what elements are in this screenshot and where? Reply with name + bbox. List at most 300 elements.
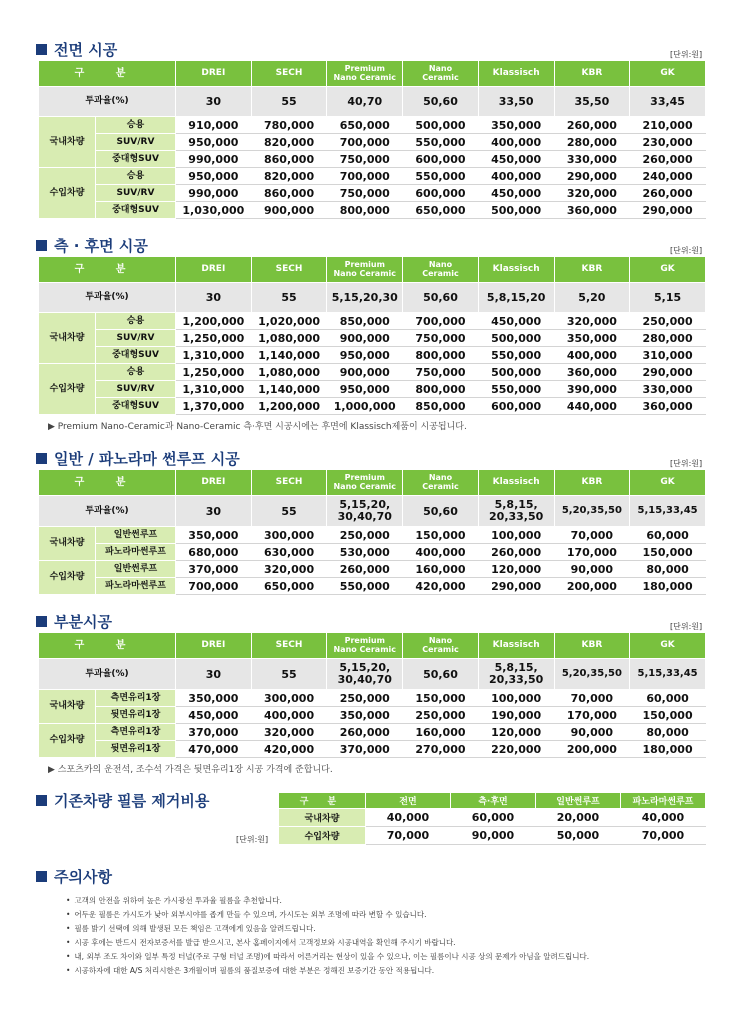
price-cell: 700,000	[327, 134, 403, 151]
price-cell: 350,000	[554, 330, 630, 347]
section-title-removal	[36, 790, 209, 811]
price-cell: 680,000	[176, 544, 252, 561]
transmittance-cell: 55	[251, 87, 327, 117]
price-cell: 290,000	[630, 202, 706, 219]
price-cell: 750,000	[327, 151, 403, 168]
list-item: • 필름 밝기 선택에 의해 발생된 모든 책임은 고객에게 있음을 알려드립니다.	[66, 922, 589, 936]
price-cell: 1,140,000	[251, 347, 327, 364]
price-cell: 210,000	[630, 117, 706, 134]
header-kbr: KBR	[554, 257, 630, 283]
price-table-sunroof	[38, 469, 706, 595]
price-cell: 40,000	[366, 809, 451, 827]
price-cell: 160,000	[403, 724, 479, 741]
price-cell: 330,000	[554, 151, 630, 168]
price-cell: 650,000	[327, 117, 403, 134]
price-cell: 290,000	[554, 168, 630, 185]
price-cell: 330,000	[630, 381, 706, 398]
row-label: 중대형SUV	[96, 347, 176, 364]
row-label: 파노라마썬루프	[96, 544, 176, 561]
price-cell: 850,000	[403, 398, 479, 415]
square-bullet-icon	[36, 616, 47, 627]
price-table-partial	[38, 632, 706, 758]
row-label: SUV/RV	[96, 330, 176, 347]
transmittance-cell: 30	[176, 496, 252, 527]
price-cell: 400,000	[478, 134, 554, 151]
price-cell: 80,000	[630, 724, 706, 741]
header-drei: DREI	[176, 61, 252, 87]
table-row	[39, 151, 706, 168]
header-cell: 일반썬루프	[536, 793, 621, 809]
table-row	[39, 398, 706, 415]
row-label: 수입차량	[279, 827, 366, 845]
price-cell: 450,000	[176, 707, 252, 724]
group-label: 수입차량	[39, 364, 96, 415]
header-nano-ceramic: Nano Ceramic	[403, 61, 479, 87]
header-gk: GK	[630, 257, 706, 283]
header-drei: DREI	[176, 633, 252, 659]
price-cell: 50,000	[536, 827, 621, 845]
price-cell: 550,000	[403, 168, 479, 185]
price-cell: 280,000	[554, 134, 630, 151]
price-cell: 170,000	[554, 707, 630, 724]
price-cell: 260,000	[478, 544, 554, 561]
price-cell: 270,000	[403, 741, 479, 758]
header-klassisch: Klassisch	[478, 61, 554, 87]
removal-cost-table	[278, 792, 706, 845]
price-cell: 350,000	[327, 707, 403, 724]
table-row	[39, 364, 706, 381]
section-title-text: 부분시공	[54, 613, 112, 631]
transmittance-cell: 5,20,35,50	[554, 659, 630, 690]
transmittance-cell: 5,20,35,50	[554, 496, 630, 527]
price-cell: 450,000	[478, 313, 554, 330]
price-cell: 90,000	[554, 561, 630, 578]
price-cell: 1,370,000	[176, 398, 252, 415]
table-row	[39, 330, 706, 347]
row-label: 승용	[96, 313, 176, 330]
transmittance-cell: 5,8,15, 20,33,50	[478, 659, 554, 690]
price-cell: 260,000	[630, 151, 706, 168]
price-cell: 70,000	[366, 827, 451, 845]
table-row	[279, 809, 706, 827]
price-cell: 950,000	[176, 168, 252, 185]
section-title-partial	[36, 611, 112, 632]
list-item: • 내, 외부 조도 차이와 일부 특정 터널(주로 구형 터널 조명)에 따라서 어른거리는 현상이 있을 수 있으나, 이는 필름이나 시공 상의 문제가 아님을 알려드립니다.	[66, 950, 589, 964]
row-label: 승용	[96, 364, 176, 381]
price-cell: 350,000	[478, 117, 554, 134]
header-premium-nano-ceramic: Premium Nano Ceramic	[327, 470, 403, 496]
section-title-text: 전면 시공	[54, 41, 118, 59]
price-cell: 360,000	[554, 364, 630, 381]
price-cell: 370,000	[176, 724, 252, 741]
table-row	[39, 202, 706, 219]
section-title-text: 주의사항	[54, 868, 112, 886]
price-cell: 390,000	[554, 381, 630, 398]
transmittance-cell: 35,50	[554, 87, 630, 117]
price-cell: 1,030,000	[176, 202, 252, 219]
price-cell: 20,000	[536, 809, 621, 827]
price-table-front	[38, 60, 706, 219]
group-label: 국내차량	[39, 313, 96, 364]
price-cell: 550,000	[327, 578, 403, 595]
header-klassisch: Klassisch	[478, 633, 554, 659]
transmittance-cell: 55	[251, 283, 327, 313]
group-label: 수입차량	[39, 561, 96, 595]
transmittance-cell: 50,60	[403, 87, 479, 117]
header-cell: 전면	[366, 793, 451, 809]
row-label: SUV/RV	[96, 134, 176, 151]
table-row	[39, 313, 706, 330]
price-cell: 450,000	[478, 185, 554, 202]
price-cell: 160,000	[403, 561, 479, 578]
transmittance-label: 투과율(%)	[39, 659, 176, 690]
price-cell: 250,000	[630, 313, 706, 330]
table-row	[39, 724, 706, 741]
price-cell: 1,200,000	[176, 313, 252, 330]
price-cell: 420,000	[403, 578, 479, 595]
price-cell: 150,000	[630, 707, 706, 724]
square-bullet-icon	[36, 44, 47, 55]
group-label: 수입차량	[39, 168, 96, 219]
price-cell: 800,000	[403, 381, 479, 398]
header-klassisch: Klassisch	[478, 257, 554, 283]
price-cell: 820,000	[251, 168, 327, 185]
price-cell: 550,000	[403, 134, 479, 151]
table-row	[39, 527, 706, 544]
price-cell: 300,000	[251, 527, 327, 544]
row-label: 뒷면유리1장	[96, 707, 176, 724]
price-cell: 1,000,000	[327, 398, 403, 415]
price-cell: 500,000	[478, 330, 554, 347]
price-cell: 40,000	[621, 809, 706, 827]
price-cell: 1,140,000	[251, 381, 327, 398]
group-label: 국내차량	[39, 690, 96, 724]
transmittance-label: 투과율(%)	[39, 87, 176, 117]
price-cell: 600,000	[478, 398, 554, 415]
transmittance-cell: 5,15,20, 30,40,70	[327, 659, 403, 690]
transmittance-row	[39, 87, 706, 117]
header-group-cell: 구 분	[39, 633, 176, 659]
price-cell: 120,000	[478, 561, 554, 578]
transmittance-label: 투과율(%)	[39, 496, 176, 527]
price-cell: 820,000	[251, 134, 327, 151]
transmittance-cell: 50,60	[403, 659, 479, 690]
section-title-text: 기존차량 필름 제거비용	[54, 792, 210, 810]
transmittance-cell: 5,15,20, 30,40,70	[327, 496, 403, 527]
row-label: 파노라마썬루프	[96, 578, 176, 595]
price-cell: 450,000	[478, 151, 554, 168]
price-cell: 170,000	[554, 544, 630, 561]
group-label: 국내차량	[39, 527, 96, 561]
transmittance-cell: 5,8,15, 20,33,50	[478, 496, 554, 527]
table-row	[39, 347, 706, 364]
header-gk: GK	[630, 633, 706, 659]
price-cell: 260,000	[327, 724, 403, 741]
price-cell: 60,000	[630, 690, 706, 707]
row-label: SUV/RV	[96, 381, 176, 398]
square-bullet-icon	[36, 795, 47, 806]
price-cell: 750,000	[403, 330, 479, 347]
price-cell: 400,000	[554, 347, 630, 364]
price-cell: 550,000	[478, 381, 554, 398]
price-cell: 150,000	[403, 690, 479, 707]
price-cell: 180,000	[630, 578, 706, 595]
header-nano-ceramic: Nano Ceramic	[403, 257, 479, 283]
price-cell: 780,000	[251, 117, 327, 134]
price-cell: 600,000	[403, 151, 479, 168]
price-cell: 400,000	[251, 707, 327, 724]
table-row	[39, 134, 706, 151]
row-label: 승용	[96, 117, 176, 134]
row-label: 측면유리1장	[96, 690, 176, 707]
row-label: 일반썬루프	[96, 561, 176, 578]
table-row	[39, 544, 706, 561]
section-title-front	[36, 39, 117, 60]
price-cell: 400,000	[403, 544, 479, 561]
row-label: SUV/RV	[96, 185, 176, 202]
price-cell: 230,000	[630, 134, 706, 151]
transmittance-row	[39, 496, 706, 527]
price-cell: 350,000	[176, 690, 252, 707]
row-label: 승용	[96, 168, 176, 185]
price-cell: 700,000	[176, 578, 252, 595]
price-cell: 420,000	[251, 741, 327, 758]
price-cell: 100,000	[478, 527, 554, 544]
unit-label: [단위:원]	[670, 50, 703, 59]
price-cell: 860,000	[251, 151, 327, 168]
price-cell: 1,080,000	[251, 364, 327, 381]
price-cell: 950,000	[327, 347, 403, 364]
transmittance-cell: 33,50	[478, 87, 554, 117]
transmittance-cell: 5,15,33,45	[630, 659, 706, 690]
transmittance-cell: 5,8,15,20	[478, 283, 554, 313]
table-row	[39, 690, 706, 707]
header-sech: SECH	[251, 633, 327, 659]
price-cell: 70,000	[621, 827, 706, 845]
header-group-cell: 구 분	[39, 470, 176, 496]
transmittance-row	[39, 659, 706, 690]
row-label: 뒷면유리1장	[96, 741, 176, 758]
transmittance-cell: 30	[176, 659, 252, 690]
price-cell: 1,200,000	[251, 398, 327, 415]
price-cell: 700,000	[327, 168, 403, 185]
price-cell: 750,000	[327, 185, 403, 202]
price-cell: 370,000	[327, 741, 403, 758]
table-row	[39, 185, 706, 202]
transmittance-cell: 30	[176, 283, 252, 313]
header-gk: GK	[630, 61, 706, 87]
header-kbr: KBR	[554, 470, 630, 496]
table-header-row	[39, 61, 706, 87]
square-bullet-icon	[36, 453, 47, 464]
transmittance-cell: 5,15	[630, 283, 706, 313]
price-cell: 320,000	[251, 561, 327, 578]
square-bullet-icon	[36, 871, 47, 882]
section-title-text: 일반 / 파노라마 썬루프 시공	[54, 450, 240, 468]
transmittance-cell: 55	[251, 496, 327, 527]
header-cell: 파노라마썬루프	[621, 793, 706, 809]
price-cell: 950,000	[176, 134, 252, 151]
price-cell: 60,000	[451, 809, 536, 827]
price-cell: 150,000	[630, 544, 706, 561]
table-row	[39, 168, 706, 185]
price-cell: 900,000	[251, 202, 327, 219]
row-label: 중대형SUV	[96, 151, 176, 168]
group-label: 국내차량	[39, 117, 96, 168]
price-cell: 90,000	[554, 724, 630, 741]
transmittance-label: 투과율(%)	[39, 283, 176, 313]
price-cell: 60,000	[630, 527, 706, 544]
price-cell: 200,000	[554, 741, 630, 758]
price-cell: 400,000	[478, 168, 554, 185]
cautions-list	[66, 894, 589, 978]
transmittance-row	[39, 283, 706, 313]
price-cell: 70,000	[554, 527, 630, 544]
price-cell: 990,000	[176, 151, 252, 168]
price-cell: 500,000	[478, 202, 554, 219]
unit-label: [단위:원]	[670, 622, 703, 631]
transmittance-cell: 5,15,33,45	[630, 496, 706, 527]
price-cell: 290,000	[478, 578, 554, 595]
price-cell: 470,000	[176, 741, 252, 758]
table-row	[39, 741, 706, 758]
header-group-cell: 구 분	[39, 61, 176, 87]
transmittance-cell: 50,60	[403, 283, 479, 313]
price-cell: 150,000	[403, 527, 479, 544]
price-cell: 250,000	[327, 527, 403, 544]
note-text: ▶ 스포츠카의 운전석, 조수석 가격은 뒷면유리1장 시공 가격에 준합니다.	[48, 765, 333, 775]
group-label: 수입차량	[39, 724, 96, 758]
price-cell: 80,000	[630, 561, 706, 578]
row-label: 측면유리1장	[96, 724, 176, 741]
table-header-row	[279, 793, 706, 809]
price-cell: 220,000	[478, 741, 554, 758]
header-premium-nano-ceramic: Premium Nano Ceramic	[327, 257, 403, 283]
price-cell: 650,000	[403, 202, 479, 219]
transmittance-cell: 50,60	[403, 496, 479, 527]
transmittance-cell: 5,15,20,30	[327, 283, 403, 313]
price-cell: 90,000	[451, 827, 536, 845]
unit-label: [단위:원]	[670, 246, 703, 255]
price-cell: 290,000	[630, 364, 706, 381]
header-kbr: KBR	[554, 633, 630, 659]
price-cell: 1,310,000	[176, 347, 252, 364]
price-cell: 1,250,000	[176, 330, 252, 347]
price-cell: 200,000	[554, 578, 630, 595]
transmittance-cell: 40,70	[327, 87, 403, 117]
header-sech: SECH	[251, 470, 327, 496]
price-cell: 530,000	[327, 544, 403, 561]
price-cell: 600,000	[403, 185, 479, 202]
header-group-cell: 구 분	[39, 257, 176, 283]
table-row	[39, 561, 706, 578]
price-cell: 800,000	[327, 202, 403, 219]
price-cell: 310,000	[630, 347, 706, 364]
list-item: • 어두운 필름은 가시도가 낮아 외부시야를 좁게 만들 수 있으며, 가시도는 외부 조명에 따라 변할 수 있습니다.	[66, 908, 589, 922]
price-cell: 950,000	[327, 381, 403, 398]
row-label: 중대형SUV	[96, 398, 176, 415]
price-cell: 320,000	[554, 313, 630, 330]
table-header-row	[39, 470, 706, 496]
price-cell: 350,000	[176, 527, 252, 544]
price-cell: 370,000	[176, 561, 252, 578]
price-cell: 250,000	[403, 707, 479, 724]
header-drei: DREI	[176, 470, 252, 496]
price-cell: 190,000	[478, 707, 554, 724]
price-cell: 800,000	[403, 347, 479, 364]
price-cell: 860,000	[251, 185, 327, 202]
table-header-row	[39, 633, 706, 659]
list-item: • 시공 후에는 반드시 전자보증서를 발급 받으시고, 본사 홈페이지에서 고객정보와 시공내역을 확인해 주시기 바랍니다.	[66, 936, 589, 950]
price-cell: 70,000	[554, 690, 630, 707]
section-title-text: 측 · 후면 시공	[54, 237, 148, 255]
section-title-cautions	[36, 866, 112, 887]
price-cell: 990,000	[176, 185, 252, 202]
price-cell: 280,000	[630, 330, 706, 347]
list-item: • 고객의 안전을 위하여 높은 가시광선 투과율 필름을 추천합니다.	[66, 894, 589, 908]
transmittance-cell: 30	[176, 87, 252, 117]
header-kbr: KBR	[554, 61, 630, 87]
price-cell: 360,000	[630, 398, 706, 415]
price-cell: 240,000	[630, 168, 706, 185]
price-cell: 1,020,000	[251, 313, 327, 330]
header-cell: 구 분	[279, 793, 366, 809]
transmittance-cell: 55	[251, 659, 327, 690]
price-cell: 440,000	[554, 398, 630, 415]
square-bullet-icon	[36, 240, 47, 251]
price-cell: 300,000	[251, 690, 327, 707]
header-gk: GK	[630, 470, 706, 496]
price-cell: 900,000	[327, 330, 403, 347]
price-cell: 500,000	[478, 364, 554, 381]
header-premium-nano-ceramic: Premium Nano Ceramic	[327, 633, 403, 659]
header-drei: DREI	[176, 257, 252, 283]
table-row	[39, 707, 706, 724]
price-cell: 650,000	[251, 578, 327, 595]
price-cell: 500,000	[403, 117, 479, 134]
section-title-sunroof	[36, 448, 240, 469]
price-cell: 320,000	[554, 185, 630, 202]
header-klassisch: Klassisch	[478, 470, 554, 496]
row-label: 일반썬루프	[96, 527, 176, 544]
unit-label: [단위:원]	[236, 835, 269, 844]
header-premium-nano-ceramic: Premium Nano Ceramic	[327, 61, 403, 87]
table-row	[39, 381, 706, 398]
table-row	[279, 827, 706, 845]
table-row	[39, 578, 706, 595]
transmittance-cell: 5,20	[554, 283, 630, 313]
table-row	[39, 117, 706, 134]
price-cell: 100,000	[478, 690, 554, 707]
list-item: • 시공하자에 대한 A/S 처리시한은 3개월이며 필름의 품질보증에 대한 부분은 정해진 보증기간 동안 적용됩니다.	[66, 964, 589, 978]
price-cell: 1,310,000	[176, 381, 252, 398]
price-cell: 850,000	[327, 313, 403, 330]
price-cell: 750,000	[403, 364, 479, 381]
price-cell: 360,000	[554, 202, 630, 219]
price-cell: 900,000	[327, 364, 403, 381]
price-cell: 180,000	[630, 741, 706, 758]
transmittance-cell: 33,45	[630, 87, 706, 117]
price-cell: 1,080,000	[251, 330, 327, 347]
unit-label: [단위:원]	[670, 459, 703, 468]
price-cell: 260,000	[554, 117, 630, 134]
row-label: 중대형SUV	[96, 202, 176, 219]
price-cell: 700,000	[403, 313, 479, 330]
section-title-side-rear	[36, 235, 148, 256]
price-cell: 260,000	[327, 561, 403, 578]
price-table-side-rear	[38, 256, 706, 415]
header-nano-ceramic: Nano Ceramic	[403, 633, 479, 659]
